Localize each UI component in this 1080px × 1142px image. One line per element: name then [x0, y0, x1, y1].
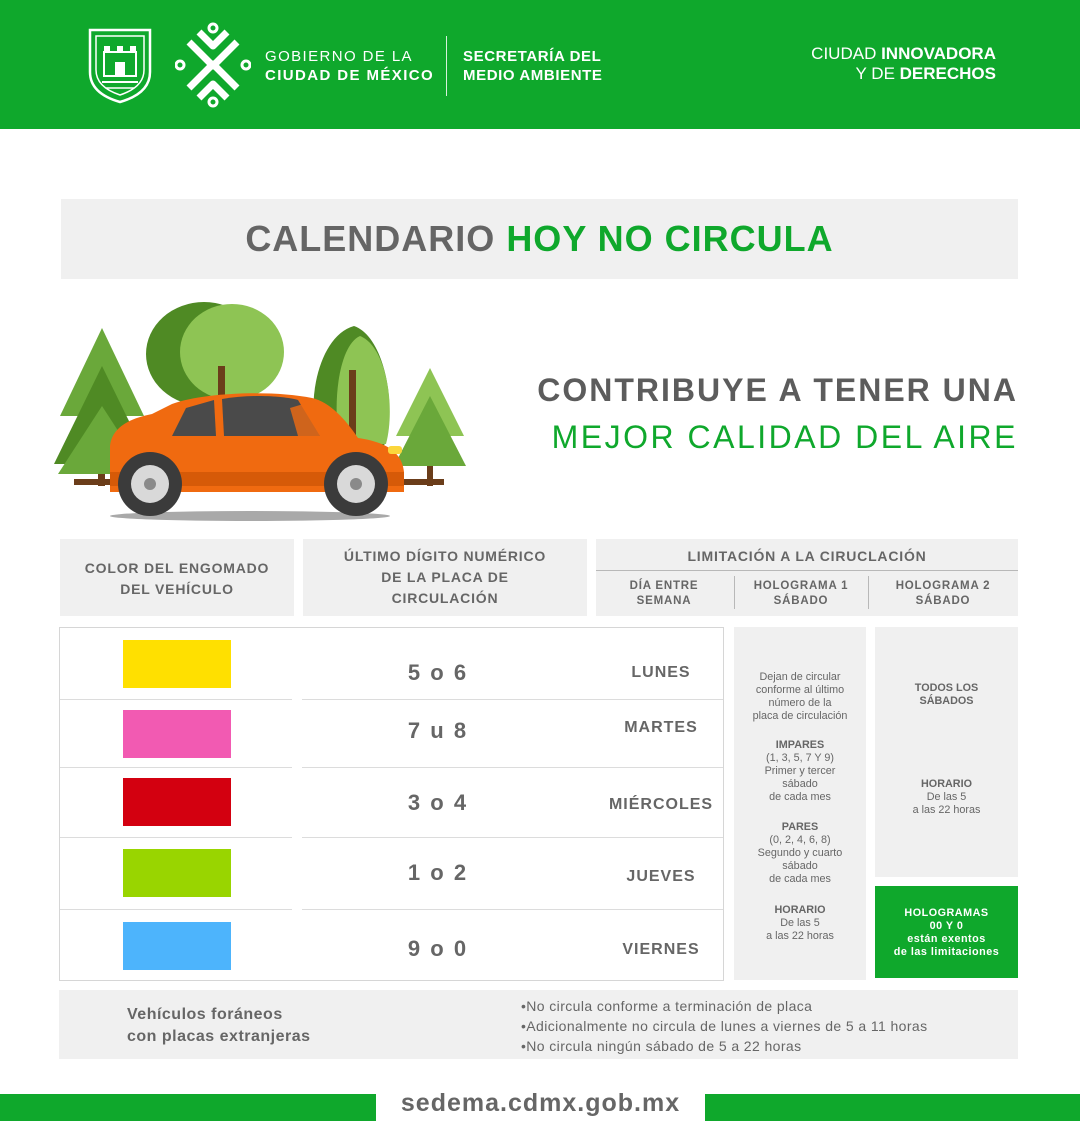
header-hologram-2-line-1: HOLOGRAMA 2 [895, 580, 991, 592]
sticker-color-swatch [123, 922, 231, 970]
header-hologram-2-line-2: SÁBADO [915, 595, 971, 607]
exempt-holograms-badge [875, 886, 1018, 978]
header-sticker-color [60, 539, 294, 616]
exempt-line-3: están exentos [907, 933, 986, 945]
header-hologram-1-line-2: SÁBADO [773, 595, 829, 607]
header-weekday [596, 579, 732, 609]
hologram-2-hours-line-2: a las 22 horas [912, 804, 981, 816]
foreign-rules-list [521, 996, 928, 1056]
secretariat-name [463, 47, 603, 85]
even-line-1: (0, 2, 4, 6, 8) [769, 834, 831, 846]
hologram-1-hours-line-1: De las 5 [780, 917, 820, 929]
weekday: MIÉRCOLES [608, 796, 714, 813]
header-circulation-limit [596, 539, 1018, 616]
hologram-1-hours-title: HORARIO [774, 904, 826, 916]
hologram-1-intro-line-4: placa de circulación [752, 710, 848, 722]
hologram-2-all-line-2: SÁBADOS [919, 695, 974, 707]
plate-digits: 7 u 8 [407, 718, 469, 743]
weekday: MARTES [624, 719, 698, 736]
title-part-2: HOY NO CIRCULA [506, 218, 834, 259]
hologram-1-hours [734, 904, 866, 943]
table-row [60, 768, 723, 838]
weekday: LUNES [631, 664, 691, 681]
hologram-1-intro-line-1: Dejan de circular [759, 671, 841, 683]
plate-digits: 3 o 4 [407, 790, 469, 815]
odd-line-4: de cada mes [769, 791, 831, 803]
footer-bar-right [705, 1094, 1080, 1121]
hologram-2-hours [875, 778, 1018, 817]
hologram-2-hours-title: HORARIO [921, 778, 972, 790]
motto-part-3: Y DE [855, 64, 900, 83]
car-and-trees-illustration [54, 296, 474, 526]
header-hologram-1 [734, 579, 868, 609]
exempt-line-4: de las limitaciones [893, 946, 1000, 958]
header-last-digit-line-3: CIRCULACIÓN [391, 590, 499, 606]
table-row [60, 910, 723, 980]
hologram-1-intro-line-2: conforme al último [755, 684, 845, 696]
exempt-line-2: 00 Y 0 [929, 920, 964, 932]
slogan-line-1: CONTRIBUYE A TENER UNA [537, 372, 1018, 408]
odd-line-1: (1, 3, 5, 7 Y 9) [765, 752, 835, 764]
government-line-1: GOBIERNO DE LA [265, 48, 413, 65]
table-row [60, 838, 723, 910]
hologram-1-odd [734, 739, 866, 804]
sticker-color-swatch [123, 640, 231, 688]
even-title: PARES [781, 821, 819, 833]
exempt-line-1: HOLOGRAMAS [904, 907, 989, 919]
header-weekday-line-1: DÍA ENTRE [629, 580, 699, 592]
weekday: VIERNES [622, 941, 700, 958]
plate-digits: 1 o 2 [407, 860, 469, 885]
foreign-label-line-1: Vehículos foráneos [127, 1006, 283, 1023]
title-banner [61, 199, 1018, 279]
even-line-2: Segundo y cuarto [757, 847, 843, 859]
foreign-label-line-2: con placas extranjeras [127, 1028, 311, 1045]
secretariat-line-1: SECRETARÍA DEL [463, 48, 602, 65]
secretariat-line-2: MEDIO AMBIENTE [463, 67, 603, 84]
slogan [510, 372, 1018, 456]
odd-line-2: Primer y tercer [764, 765, 836, 777]
foreign-vehicles-label [127, 1004, 311, 1048]
motto-part-1: CIUDAD [811, 44, 882, 63]
government-line-2: CIUDAD DE MÉXICO [265, 67, 435, 84]
table-row [60, 628, 723, 700]
sticker-color-swatch [123, 849, 231, 897]
list-item: •No circula ningún sábado de 5 a 22 horas [521, 1038, 802, 1054]
header-bar [0, 0, 1080, 129]
foreign-vehicles-panel [59, 990, 1018, 1059]
footer-bar-left [0, 1094, 376, 1121]
hologram-1-intro-line-3: número de la [768, 697, 832, 709]
hologram-2-all-saturdays [875, 682, 1018, 708]
plate-digits: 5 o 6 [407, 660, 469, 685]
hologram-1-hours-line-2: a las 22 horas [766, 930, 834, 942]
motto-part-2: INNOVADORA [881, 44, 996, 63]
circulation-table [59, 627, 724, 981]
page-title [245, 218, 833, 260]
tree-icon [394, 368, 466, 486]
list-item: •Adicionalmente no circula de lunes a viernes de 5 a 11 horas [521, 1018, 928, 1034]
motto-part-4: DERECHOS [899, 64, 996, 83]
header-sticker-color-line-1: COLOR DEL ENGOMADO [84, 560, 270, 576]
list-item: •No circula conforme a terminación de placa [521, 998, 813, 1014]
plate-digits: 9 o 0 [407, 936, 469, 961]
sticker-color-swatch [123, 710, 231, 758]
header-limit-rule [596, 570, 1018, 571]
city-motto [760, 44, 996, 84]
hologram-2-hours-line-1: De las 5 [926, 791, 967, 803]
government-name [265, 47, 434, 85]
title-part-1: CALENDARIO [245, 218, 507, 259]
hologram-1-intro [734, 671, 866, 723]
header-hologram-2 [868, 579, 1018, 609]
table-row [60, 700, 723, 768]
cdmx-logo-icon [175, 22, 251, 108]
hologram-1-rules [734, 627, 866, 980]
slogan-line-2: MEJOR CALIDAD DEL AIRE [551, 419, 1018, 455]
header-divider [446, 36, 447, 96]
weekday: JUEVES [626, 868, 696, 885]
even-line-4: de cada mes [769, 873, 831, 885]
footer-url-link[interactable]: sedema.cdmx.gob.mx [400, 1089, 681, 1117]
header-hologram-1-line-1: HOLOGRAMA 1 [753, 580, 849, 592]
header-limit-title: LIMITACIÓN A LA CIRUCLACIÓN [687, 548, 927, 564]
header-sticker-color-line-2: DEL VEHÍCULO [120, 581, 234, 597]
odd-line-3: sábado [782, 778, 818, 790]
header-last-digit [303, 539, 587, 616]
sticker-color-swatch [123, 778, 231, 826]
header-last-digit-line-2: DE LA PLACA DE [381, 569, 509, 585]
cdmx-crest-icon [86, 26, 154, 104]
odd-title: IMPARES [775, 739, 825, 751]
even-line-3: sábado [782, 860, 818, 872]
hologram-2-rules [875, 627, 1018, 877]
hologram-2-all-line-1: TODOS LOS [914, 682, 979, 694]
header-weekday-line-2: SEMANA [636, 595, 692, 607]
hologram-1-even [734, 821, 866, 886]
header-last-digit-line-1: ÚLTIMO DÍGITO NUMÉRICO [343, 548, 547, 564]
